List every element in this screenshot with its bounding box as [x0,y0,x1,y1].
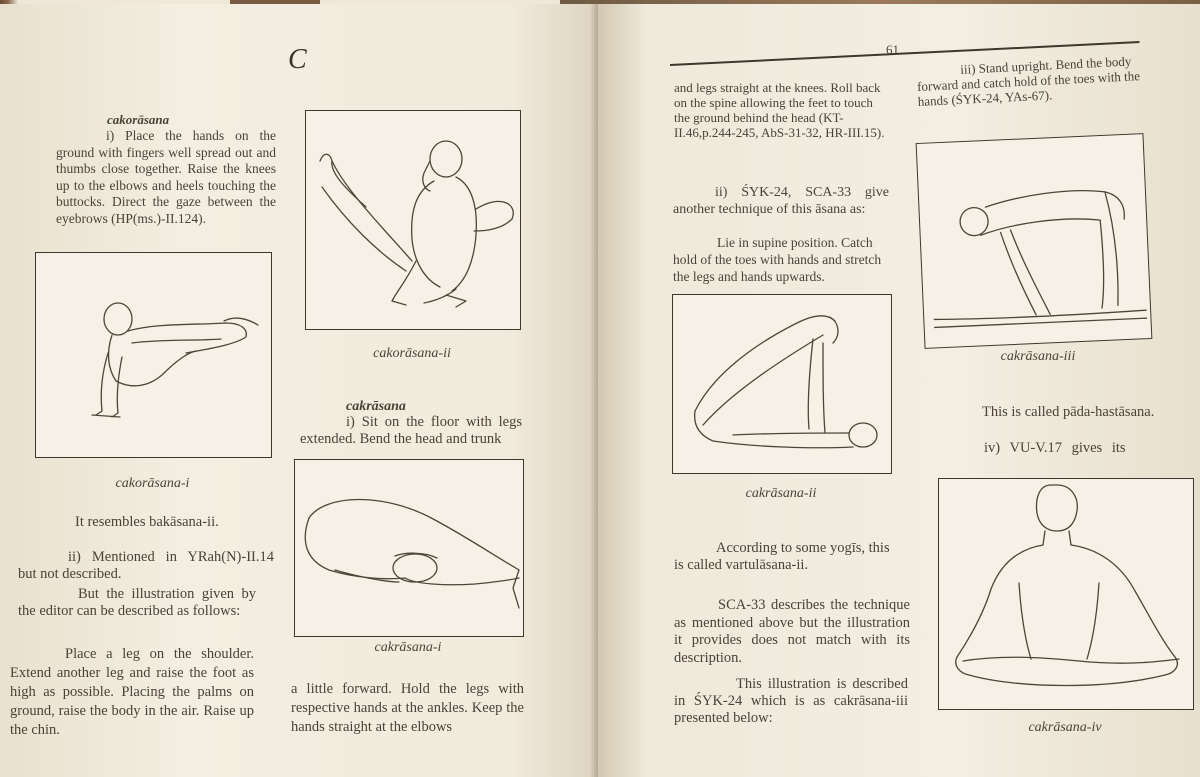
cakorasana-para-1: i) Place the hands on the ground with fingers well spread out and thumbs close together. Raise the knees up to the elbows and heels touching the buttocks. Direct the gaze between the eyebrows (HP(ms.)-II.124). [56,128,276,226]
cakrasana-para-1: i) Sit on the floor with legs extended. Bend the head and trunk [300,414,522,447]
cakorasana-para-2: ii) Mentioned in YRah(N)-II.14 but not described. [18,549,274,582]
cakrasana-para-continued: and legs straight at the knees. Roll back on the spine allowing the feet to touch the ground behind the head (KT-II.46,p.244-245, AbS-31-32, HR-III.15). [674,80,885,140]
vu-text: iv) VU-V.17 gives its [984,440,1126,456]
section-letter: C [288,44,307,75]
sca-description-text: SCA-33 describes the technique as mentioned above but the illustration it provides does not match with its description. [674,597,910,666]
figure-cakrasana-ii [672,294,892,474]
cakrasana-heading: cakrāsana [346,399,406,414]
figure-cakrasana-iii [916,133,1153,349]
supine-toe-hold-illustration [673,295,891,473]
cakorasana-heading: cakorāsana [107,112,170,127]
pada-hastasana-text: This is called pāda-hastāsana. [982,404,1155,420]
caption-cakrasana-iv: cakrāsana-iv [1028,720,1102,735]
caption-cakrasana-iii: cakrāsana-iii [1000,349,1076,364]
resembles-text: It resembles bakāsana-ii. [75,514,219,530]
cakorasana-para-4: Place a leg on the shoulder. Extend another leg and raise the foot as high as possible. Placing the palms on ground, raise the body in the air. Raise up the chin. [10,646,254,738]
forward-bend-illustration [917,134,1152,348]
cakrasana-para-iii: iii) Stand upright. Bend the body forward and catch hold of the toes with the hands (ŚYK-24, YAs-67). [916,53,1141,109]
page-number: 61 [886,42,899,57]
caption-cakorasana-ii: cakorāsana-ii [373,346,451,361]
caption-cakrasana-i: cakrāsana-i [374,640,442,655]
cakrasana-para-2: a little forward. Hold the legs with respective hands at the ankles. Keep the hands straight at the elbows [291,681,524,735]
figure-cakrasana-iv [938,478,1194,710]
figure-cakorasana-i [35,252,272,458]
caption-cakrasana-ii: cakrāsana-ii [745,486,817,501]
leg-raise-pose-illustration [306,111,520,329]
cakorasana-para-3: But the illustration given by the editor can be described as follows: [18,586,256,619]
crow-pose-illustration [36,253,271,457]
caption-cakorasana-i: cakorāsana-i [115,476,190,491]
vartulasana-text: According to some yogīs, this is called vartulāsana-ii. [674,540,890,573]
left-page [0,4,598,777]
syk-illustration-text: This illustration is described in ŚYK-24 which is as cakrāsana-iii presented below: [674,676,908,726]
right-page [598,4,1200,777]
seated-lotus-illustration [939,479,1193,709]
figure-cakorasana-ii [305,110,521,330]
cakrasana-para-ii: ii) ŚYK-24, SCA-33 give another technique of this āsana as: [673,185,889,217]
figure-cakrasana-i [294,459,524,637]
cakrasana-supine-text: Lie in supine position. Catch hold of the toes with hands and stretch the legs and hands upwards. [673,235,882,284]
plough-pose-illustration [295,460,523,636]
